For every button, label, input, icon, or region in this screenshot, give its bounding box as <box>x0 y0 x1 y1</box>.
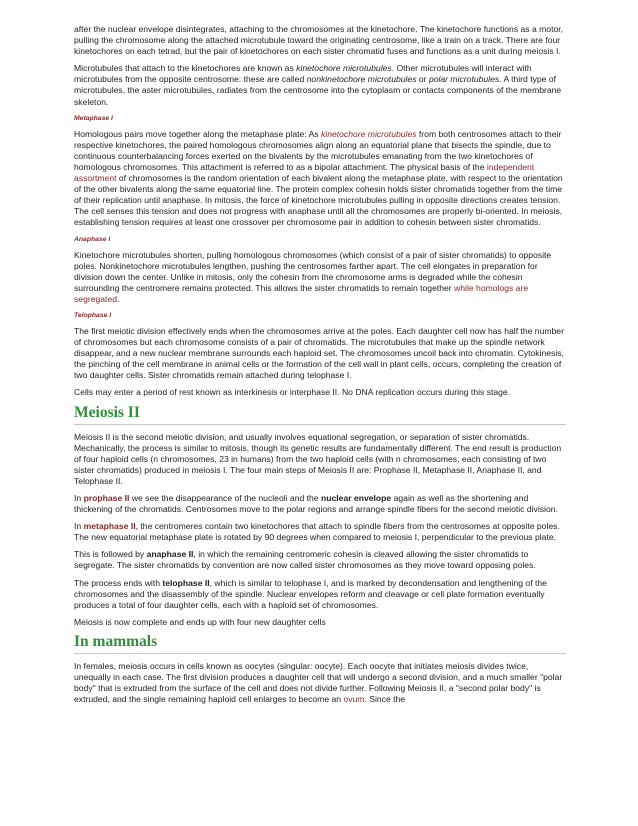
paragraph-anaphase-ii <box>74 549 566 571</box>
text-run: This is followed by <box>74 549 147 560</box>
text-run: we see the disappearance of the nucleoli and the <box>129 493 321 503</box>
text-run: Microtubules that attach to the kinetochores are known as <box>74 63 297 74</box>
text-run: . Other microtubules will interact with microtubules from the opposite centrosome: these are called <box>74 63 532 85</box>
text-run: In <box>74 493 84 503</box>
text-run: Homologous pairs move together along the metaphase plate: As <box>74 128 321 139</box>
paragraph-anaphase-i <box>74 250 566 305</box>
link-text: kinetochore microtubules <box>320 128 417 139</box>
paragraph-kinetochore: after the nuclear envelope disintegrates, attaching to the chromosomes at the kinetochore. The kinetochore functions as a motor, pulling the chromosome along the attached microtubule toward the originating centrosome, like a train on a track. There are four kinetochores on each tetrad, but the pair of kinetochores on each sister chromatid fuses and functions as a unit during meiosis I. <box>74 24 564 57</box>
term-telophase-ii: telophase II <box>162 577 210 588</box>
paragraph-metaphase-ii <box>74 521 566 543</box>
heading-metaphase-i: Metaphase I <box>74 114 113 122</box>
link-ovum[interactable]: ovum <box>343 694 365 705</box>
link-prophase-ii[interactable] <box>84 493 130 503</box>
paragraph-telophase-ii <box>74 578 566 611</box>
link-homologs-segregated[interactable]: while homologs are segregated <box>74 282 529 304</box>
text-run: , in which the remaining centromeric cohesin is cleaved allowing the sister chromatids to segregate. The sister chromatids by convention are now called sister chromosomes as they move toward opposing poles. <box>74 549 536 571</box>
text-run: from both centrosomes attach to their respective kinetochores, the paired homologous chromosomes align along an equatorial plane that bisects the spindle, due to continuous counterbalancing forces exerted on the bivalents by the microtubules emanating from the two kinetochores of homologous chromosomes. This attachment is referred to as a bipolar attachment. The physical basis of the <box>74 128 562 172</box>
link-text: prophase II <box>83 493 130 503</box>
text-run: In females, meiosis occurs in cells known as oocytes (singular: oocyte). Each oocyte that initiates meiosis divides twice, unequally in each case. The first division produces a daughter cell that will undergo a second division, and a much smaller "polar body" that is extruded from the surface of the cell and does not divide further. Following Meiosis II, a "second polar body" is extruded, and the single remaining haploid cell enlarges to become an <box>74 660 563 705</box>
text-run: . Since the <box>364 694 406 705</box>
heading-anaphase-i: Anaphase I <box>74 235 111 243</box>
text-run: . <box>117 293 120 304</box>
text-run: The process ends with <box>74 577 163 588</box>
paragraph-interkinesis: Cells may enter a period of rest known as interkinesis or interphase II. No DNA replication occurs during this stage. <box>74 387 511 398</box>
term-anaphase-ii: anaphase II <box>146 549 194 560</box>
link-nuclear-envelope[interactable] <box>321 493 391 503</box>
term-polar-microtubules: polar microtubules <box>428 74 500 85</box>
document-page <box>74 24 566 711</box>
link-kinetochore-microtubules[interactable] <box>321 129 417 139</box>
text-run: or <box>416 74 429 85</box>
text-run: Kinetochore microtubules shorten, pulling homologous chromosomes (which consist of a pair of sister chromatids) to opposite poles. Nonkinetochore microtubules lengthen, pushing the centrosomes farther apart. The cell elongates in preparation for division down the center. Unlike in mitosis, only the cohesin from the chromosome arms is degraded while the cohesin surrounding the centromere remains protected. This allows the sister chromatids to remain together <box>74 249 552 293</box>
text-run: , which is similar to telophase I, and is marked by decondensation and lengthening of the chromosomes and the disassembly of the spindle. Nuclear envelopes reform and cleavage or cell plate formation eventually produces a total of four daughter cells, each with a haploid set of chromosomes. <box>74 577 547 610</box>
text-run: of chromosomes is the random orientation of each bivalent along the metaphase plate, with respect to the orientation of the other bivalents along the same equatorial line. The protein complex cohesin holds sister chromatids together from the time of their replication until anaphase. In mitosis, the force of kinetochore microtubules pulling in opposite directions creates tension. The cell senses this tension and does not progress with anaphase until all the chromosomes are properly bi-oriented. In meiosis, establishing tension requires at least one crossover per chromosome pair in addition to cohesin between sister chromatids. <box>74 173 563 228</box>
heading-meiosis-ii: Meiosis II <box>74 405 566 425</box>
term-nonkinetochore-microtubules: nonkinetochore microtubules <box>306 74 417 85</box>
paragraph-microtubules <box>74 63 566 107</box>
paragraph-meiosis-complete: Meiosis is now complete and ends up with four new daughter cells <box>74 616 326 627</box>
text-run: again as well as the shortening and thickening of the chromatids. Centrosomes move to the polar regions and arrange spindle fibers for the second meiotic division. <box>74 493 558 515</box>
paragraph-telophase-i: The first meiotic division effectively ends when the chromosomes arrive at the poles. Each daughter cell now has half the number of chromosomes but each chromosome consists of a pair of chromatids. The microtubules that make up the spindle network disappear, and a new nuclear membrane surrounds each haploid set. The chromosomes uncoil back into chromatin. Cytokinesis, the pinching of the cell membrane in animal cells or the formation of the cell wall in plant cells, occurs, completing the creation of two daughter cells. Sister chromatids remain attached during telophase I. <box>74 325 564 381</box>
paragraph-metaphase-i <box>74 129 566 229</box>
heading-telophase-i: Telophase I <box>74 311 112 319</box>
link-text: metaphase II <box>83 521 136 532</box>
link-independent-assortment[interactable]: independent assortment <box>74 161 535 184</box>
paragraph-mammals <box>74 661 566 705</box>
link-metaphase-ii[interactable] <box>84 521 136 531</box>
text-run: , the centromeres contain two kinetochores that attach to spindle fibers from the centrosomes at opposite poles. The new equatorial metaphase plate is rotated by 90 degrees when compared to meiosis I, perpendicular to the previous plate. <box>74 521 560 543</box>
text-run: In <box>74 521 84 532</box>
paragraph-meiosis-ii-intro: Meiosis II is the second meiotic division, and usually involves equational segregation, or separation of sister chromatids. Mechanically, the process is similar to mitosis, though its genetic results are fundamentally different. The end result is production of four haploid cells (n chromosomes, 23 in humans) from the two haploid cells (with n chromosomes, each consisting of two sister chromatids) produced in meiosis I. The four main steps of Meiosis II are: Prophase II, Metaphase II, Anaphase II, and Telophase II. <box>74 431 562 486</box>
heading-in-mammals: In mammals <box>74 634 566 654</box>
link-text: nuclear envelope <box>321 493 392 503</box>
term-kinetochore-microtubules: kinetochore microtubules <box>296 63 392 74</box>
paragraph-prophase-ii <box>74 493 566 515</box>
text-run: . A third type of microtubules, the aster microtubules, radiates from the centrosome into the cytoplasm or contacts components of the membrane skeleton. <box>74 74 562 107</box>
